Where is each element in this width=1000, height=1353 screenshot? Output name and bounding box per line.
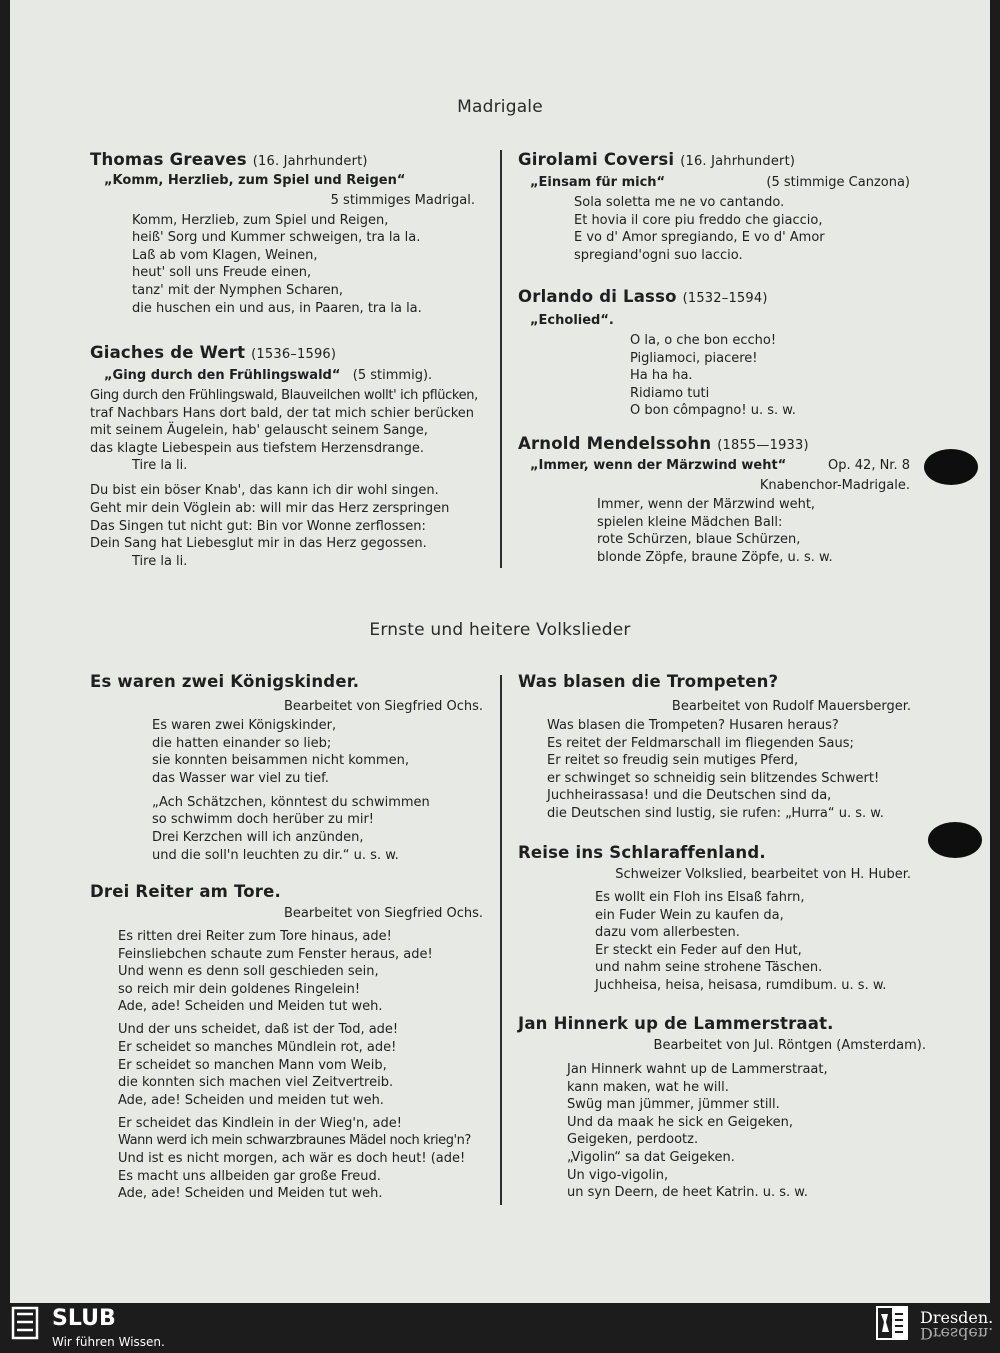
lyric-line: Tire la li. [132, 458, 188, 474]
lyric-line: Es waren zwei Königskinder, [152, 718, 337, 733]
lyric-line: Pigliamoci, piacere! [630, 350, 758, 366]
lyric-line: ein Fuder Wein zu kaufen da, [595, 907, 784, 923]
slub-logo-icon[interactable] [10, 1306, 40, 1340]
lyric-line: Tire la li. [132, 553, 188, 569]
composer-name: Girolami Coversi [518, 150, 675, 169]
punch-hole-mark [924, 449, 978, 485]
piece-coversi [518, 150, 910, 264]
song-title: „Ging durch den Frühlingswald“ [104, 368, 341, 383]
piece-wert [90, 343, 490, 570]
city-wordmark[interactable]: Dresden. [920, 1308, 994, 1327]
piece-schlaraffenland [518, 843, 911, 995]
lyric-line: und nahm seine strohene Täschen. [595, 960, 823, 976]
piece-trompeten [518, 672, 911, 823]
lyric-line: blonde Zöpfe, braune Zöpfe, u. s. w. [597, 549, 833, 565]
lyric-line: Du bist ein böser Knab', das kann ich dir wohl singen. [90, 483, 439, 499]
song-heading: Es waren zwei Königskinder. [90, 672, 360, 691]
lyric-line: E vo d' Amor spregiando, E vo d' Amor [574, 230, 825, 246]
lyric-line: Juchheisa, heisa, heisasa, rumdibum. u. s. w. [595, 977, 887, 993]
voicing-note: (5 stimmige Canzona) [766, 175, 910, 190]
lyric-line: „Vigolin“ sa dat Geigeken. [567, 1149, 735, 1165]
composer-dates: (1536–1596) [251, 347, 337, 362]
lyric-line: Feinsliebchen schaute zum Fenster heraus, ade! [118, 946, 433, 962]
arranger-credit: Bearbeitet von Jul. Röntgen (Amsterdam). [653, 1038, 926, 1053]
arranger-credit: Bearbeitet von Siegfried Ochs. [284, 699, 483, 714]
lyric-line: die huschen ein und aus, in Paaren, tra la la. [132, 300, 422, 316]
lyric-line: heut' soll uns Freude einen, [132, 265, 312, 281]
piece-reiter [90, 882, 483, 1203]
lyric-line: die konnten sich machen viel Zeitvertreib. [118, 1075, 394, 1091]
lyric-line: er schwinget so schneidig sein blitzendes Schwert! [547, 770, 880, 786]
lyric-line: das Wasser war viel zu tief. [152, 770, 329, 786]
lyric-line: rote Schürzen, blaue Schürzen, [597, 532, 801, 548]
composer-name: Arnold Mendelssohn [518, 434, 712, 453]
lyric-line: Wann werd ich mein schwarzbraunes Mädel noch krieg'n? [118, 1133, 471, 1149]
lyric-line: Er reitet so freudig sein mutiges Pferd, [547, 753, 799, 769]
lyric-line: heiß' Sorg und Kummer schweigen, tra la la. [132, 230, 421, 246]
lyric-line: Ade, ade! Scheiden und meiden tut weh. [118, 1092, 384, 1108]
lyric-line: Ade, ade! Scheiden und Meiden tut weh. [118, 999, 383, 1015]
lyric-line: Es wollt ein Floh ins Elsaß fahrn, [595, 890, 805, 905]
piece-koenigskinder [90, 672, 483, 864]
composer-name: Thomas Greaves [90, 150, 247, 169]
lyric-line: spregiand'ogni suo laccio. [574, 247, 743, 263]
piece-lasso [518, 287, 910, 420]
lyric-line: Er scheidet so manchen Mann vom Weib, [118, 1057, 387, 1073]
song-title: „Komm, Herzlieb, zum Spiel und Reigen“ [104, 173, 406, 188]
lyric-line: Juchheirassasa! und die Deutschen sind da, [547, 788, 832, 804]
section-heading-madrigale: Madrigale [457, 97, 543, 117]
lyric-line: Was blasen die Trompeten? Husaren heraus? [547, 718, 839, 733]
lyric-line: die hatten einander so lieb; [152, 735, 332, 751]
voicing-note: Knabenchor-Madrigale. [759, 478, 910, 493]
lyric-line: Es macht uns allbeiden gar große Freud. [118, 1168, 381, 1184]
lyric-line: spielen kleine Mädchen Ball: [597, 514, 783, 530]
song-title: „Einsam für mich“ [530, 175, 666, 190]
arranger-credit: Bearbeitet von Rudolf Mauersberger. [671, 699, 911, 714]
composer-dates: (1532–1594) [682, 291, 768, 306]
lyric-line: Er scheidet das Kindlein in der Wieg'n, ade! [118, 1115, 402, 1131]
lyric-line: Das Singen tut nicht gut: Bin vor Wonne zerflossen: [90, 518, 426, 534]
lyric-line: Un vigo-vigolin, [567, 1167, 669, 1183]
lyric-line: Und ist es nicht morgen, ach wär es doch heut! (ade! [118, 1150, 466, 1166]
lyric-line: dazu vom allerbesten. [595, 925, 740, 941]
composer-dates: (16. Jahrhundert) [680, 154, 796, 169]
lyric-line: O bon cômpagno! u. s. w. [630, 403, 796, 419]
lyric-line: Und da maak he sick en Geigeken, [567, 1114, 794, 1130]
lyric-line: tanz' mit der Nymphen Scharen, [132, 282, 344, 298]
lyric-line: sie konnten beisammen nicht kommen, [152, 753, 409, 769]
opus-number: Op. 42, Nr. 8 [828, 458, 910, 473]
lyric-line: mit seinem Äugelein, hab' gelauscht seinem Sange, [90, 423, 428, 439]
city-wordmark-reflection: Dresden. [920, 1324, 994, 1343]
lyric-line: Und der uns scheidet, daß ist der Tod, ade! [118, 1022, 399, 1038]
lyric-line: Swüg man jümmer, jümmer still. [567, 1097, 780, 1113]
lyric-line: Ridiamo tuti [630, 385, 710, 401]
lyric-line: Es reitet der Feldmarschall im fliegenden Saus; [547, 735, 854, 751]
lyric-line: Und wenn es denn soll geschieden sein, [118, 964, 379, 980]
lyric-line: das klagte Liebespein aus tiefstem Herzensdrange. [90, 440, 425, 456]
piece-mendelssohn [518, 434, 910, 566]
song-heading: Was blasen die Trompeten? [518, 672, 779, 691]
composer-name: Giaches de Wert [90, 343, 246, 362]
lyric-line: kann maken, wat he will. [567, 1079, 729, 1095]
lyric-line: un syn Deern, de heet Katrin. u. s. w. [567, 1185, 808, 1201]
lyric-line: die Deutschen sind lustig, sie rufen: „Hurra“ u. s. w. [547, 805, 884, 821]
lyric-line: so reich mir dein goldenes Ringelein! [118, 981, 361, 997]
voicing-note: 5 stimmiges Madrigal. [330, 192, 475, 208]
voicing-note: (5 stimmig). [352, 368, 433, 383]
lyric-line: Er steckt ein Feder auf den Hut, [595, 942, 802, 958]
lyric-line: traf Nachbars Hans dort bald, der tat mich schier berücken [90, 405, 475, 421]
lyric-line: und die soll'n leuchten zu dir.“ u. s. w. [152, 847, 399, 863]
section-heading-volkslieder: Ernste und heitere Volkslieder [369, 620, 631, 640]
lyric-line: Drei Kerzchen will ich anzünden, [152, 829, 364, 845]
lyric-line: „Ach Schätzchen, könntest du schwimmen [152, 794, 430, 810]
lyric-line: Er scheidet so manches Mündlein rot, ade! [118, 1039, 397, 1055]
lyric-line: Laß ab vom Klagen, Weinen, [132, 247, 318, 263]
piece-hinnerk [518, 1014, 926, 1202]
song-heading: Jan Hinnerk up de Lammerstraat. [518, 1014, 834, 1033]
song-title: „Echolied“. [530, 313, 614, 328]
column-divider-top [500, 150, 502, 568]
lyric-line: Ade, ade! Scheiden und Meiden tut weh. [118, 1186, 383, 1202]
arranger-credit: Schweizer Volkslied, bearbeitet von H. Huber. [615, 867, 911, 882]
lyric-line: Dein Sang hat Liebesglut mir in das Herz gegossen. [90, 536, 427, 552]
lyric-line: Geht mir dein Vöglein ab: will mir das Herz zerspringen [90, 500, 450, 516]
lyric-line: Ha ha ha. [630, 368, 693, 384]
lyric-line: Sola soletta me ne vo cantando. [574, 195, 785, 210]
lyric-line: Et hovia il core piu freddo che giaccio, [574, 212, 823, 228]
dresden-crest-icon [876, 1306, 908, 1340]
lyric-line: Geigeken, perdootz. [567, 1132, 699, 1148]
composer-dates: (1855—1933) [717, 438, 809, 453]
song-heading: Drei Reiter am Tore. [90, 882, 282, 901]
lyric-line: O la, o che bon eccho! [630, 333, 777, 348]
piece-greaves [90, 150, 485, 317]
composer-name: Orlando di Lasso [518, 287, 677, 306]
lyric-line: Immer, wenn der Märzwind weht, [597, 497, 816, 512]
lyric-line: Es ritten drei Reiter zum Tore hinaus, ade! [118, 929, 392, 944]
brand-name[interactable]: SLUB [52, 1306, 116, 1331]
arranger-credit: Bearbeitet von Siegfried Ochs. [284, 906, 483, 921]
song-title: „Immer, wenn der Märzwind weht“ [530, 458, 787, 473]
lyric-line: Jan Hinnerk wahnt up de Lammerstraat, [567, 1062, 828, 1077]
lyric-line: Komm, Herzlieb, zum Spiel und Reigen, [132, 212, 389, 228]
song-heading: Reise ins Schlaraffenland. [518, 843, 766, 862]
composer-dates: (16. Jahrhundert) [252, 154, 368, 169]
column-divider-bottom [500, 675, 502, 1205]
lyric-line: so schwimm doch herüber zu mir! [152, 812, 375, 828]
lyric-line: Ging durch den Frühlingswald, Blauveilchen wollt' ich pflücken, [90, 388, 478, 403]
punch-hole-mark [928, 822, 982, 858]
brand-tagline: Wir führen Wissen. [52, 1335, 165, 1349]
